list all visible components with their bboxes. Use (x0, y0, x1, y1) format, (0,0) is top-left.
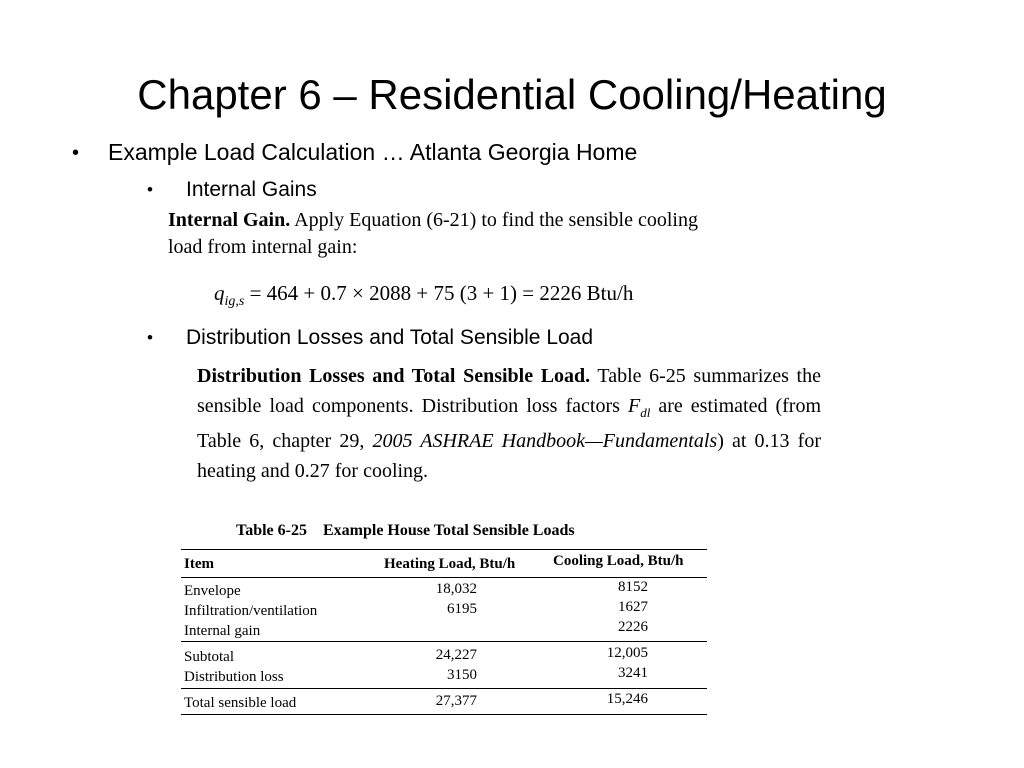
row-item: Envelope (184, 583, 241, 599)
row-item: Total sensible load (184, 695, 297, 711)
distribution-text-a: Table 6-25 summarizes the sensible load components. Distribution loss factors (197, 365, 821, 417)
bullet-dot: • (147, 328, 153, 347)
row-cooling: 1627 (618, 599, 648, 615)
row-cooling: 2226 (618, 619, 648, 635)
row-heating: 18,032 (435, 581, 477, 597)
table-rule-bottom (181, 714, 707, 715)
loss-factor-symbol: F (627, 394, 641, 417)
row-item: Infiltration/ventilation (184, 603, 318, 619)
equation-symbol: q (214, 281, 225, 305)
row-cooling: 15,246 (606, 691, 648, 707)
row-cooling: 12,005 (606, 645, 648, 661)
handbook-citation: 2005 ASHRAE Handbook—Fundamentals (372, 430, 718, 452)
header-cooling: Cooling Load, Btu/h (553, 553, 684, 569)
table-rule-top (181, 549, 707, 550)
row-heating: 24,227 (435, 647, 477, 663)
loss-factor-subscript: dl (640, 404, 651, 420)
bullet-internal-gains: Internal Gains (186, 178, 317, 201)
slide-title: Chapter 6 – Residential Cooling/Heating (137, 71, 887, 118)
row-heating: 27,377 (435, 693, 477, 709)
equation-rhs: = 464 + 0.7 × 2088 + 75 (3 + 1) = 2226 Btu/h (249, 281, 634, 305)
row-heating: 3150 (447, 667, 477, 683)
distribution-paragraph (197, 362, 821, 486)
equation-subscript: ig,s (224, 294, 245, 310)
internal-gain-heading: Internal Gain. (168, 209, 291, 231)
bullet-dot: • (147, 180, 153, 199)
row-cooling: 3241 (618, 665, 648, 681)
table-number: Table 6-25 (236, 522, 307, 539)
distribution-heading: Distribution Losses and Total Sensible Load. (197, 365, 591, 387)
row-cooling: 8152 (618, 579, 648, 595)
row-heating: 6195 (447, 601, 477, 617)
distribution-text-b: are estimated (from Table 6, chapter 29, (197, 394, 822, 452)
table-rule-header (181, 577, 707, 578)
internal-gain-text: Apply Equation (6-21) to find the sensible cooling load from internal gain: (168, 209, 698, 258)
row-item: Internal gain (184, 623, 261, 639)
bullet-main: Example Load Calculation … Atlanta Georgia Home (108, 139, 638, 165)
row-item: Distribution loss (184, 669, 284, 685)
internal-gain-equation (214, 281, 633, 310)
row-item: Subtotal (184, 649, 235, 665)
internal-gain-paragraph (168, 207, 728, 261)
table-rule-subtotal (181, 641, 707, 642)
bullet-distribution: Distribution Losses and Total Sensible Load (186, 326, 594, 349)
header-item: Item (184, 556, 214, 572)
bullet-dot: • (72, 142, 80, 164)
table-rule-total (181, 688, 707, 689)
distribution-text-c: ) at 0.13 for heating and 0.27 for cooling. (197, 430, 821, 482)
table-title: Example House Total Sensible Loads (322, 522, 575, 539)
header-heating: Heating Load, Btu/h (384, 556, 516, 572)
table-caption (236, 522, 575, 540)
